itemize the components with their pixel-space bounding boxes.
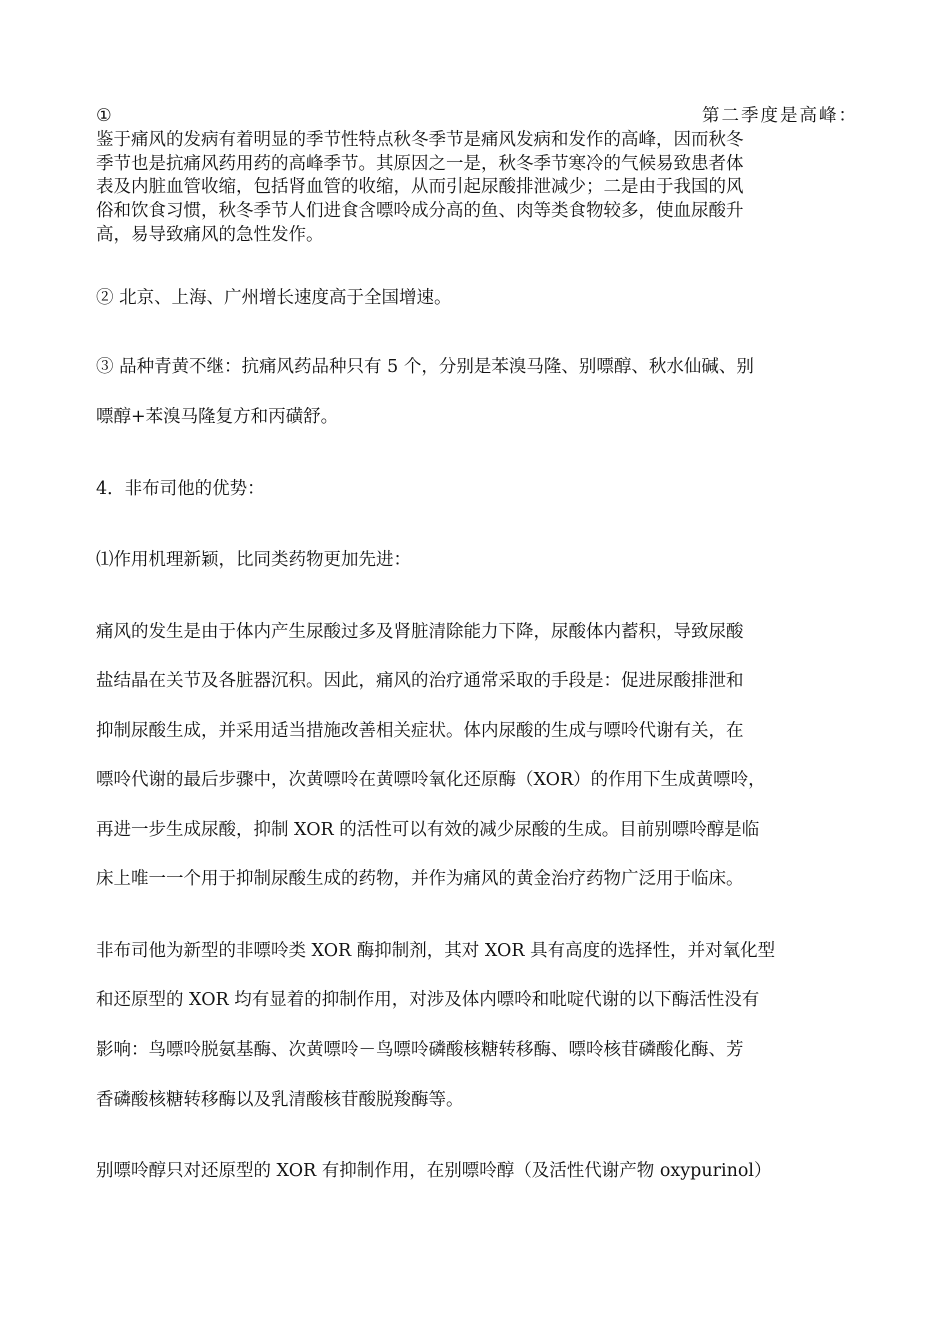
para2-line-4: 香磷酸核糖转移酶以及乳清酸核苷酸脱羧酶等。	[96, 1090, 464, 1110]
item3-line-1: ③ 品种青黄不继：抗痛风药品种只有 5 个，分别是苯溴马隆、别嘌醇、秋水仙碱、别	[96, 357, 754, 377]
item1-line-1: 鉴于痛风的发病有着明显的季节性特点秋冬季节是痛风发病和发作的高峰，因而秋冬	[96, 130, 744, 150]
item3-line-2: 嘌醇+苯溴马隆复方和丙磺舒。	[96, 407, 339, 427]
para1-line-2: 盐结晶在关节及各脏器沉积。因此，痛风的治疗通常采取的手段是：促进尿酸排泄和	[96, 671, 744, 691]
item1-line-2: 季节也是抗痛风药用药的高峰季节。其原因之一是，秋冬季节寒冷的气候易致患者体	[96, 154, 744, 174]
item1-line-3: 表及内脏血管收缩，包括肾血管的收缩，从而引起尿酸排泄减少；二是由于我国的风	[96, 177, 744, 197]
item1-first-line	[96, 104, 858, 128]
para1-line-5: 再进一步生成尿酸，抑制 XOR 的活性可以有效的减少尿酸的生成。目前别嘌呤醇是临	[96, 820, 760, 840]
para1-line-3: 抑制尿酸生成，并采用适当措施改善相关症状。体内尿酸的生成与嘌呤代谢有关，在	[96, 721, 744, 741]
item1-line-4: 俗和饮食习惯，秋冬季节人们进食含嘌呤成分高的鱼、肉等类食物较多，使血尿酸升	[96, 201, 744, 221]
para1-line-1: 痛风的发生是由于体内产生尿酸过多及肾脏清除能力下降，尿酸体内蓄积，导致尿酸	[96, 622, 744, 642]
sub1-heading: ⑴作用机理新颖，比同类药物更加先进：	[96, 550, 411, 570]
para1-line-6: 床上唯一一个用于抑制尿酸生成的药物，并作为痛风的黄金治疗药物广泛用于临床。	[96, 869, 744, 889]
item1-line-5: 高，易导致痛风的急性发作。	[96, 225, 324, 245]
para3-line-1: 别嘌呤醇只对还原型的 XOR 有抑制作用，在别嘌呤醇（及活性代谢产物 oxypurinol）	[96, 1161, 772, 1181]
para2-line-1: 非布司他为新型的非嘌呤类 XOR 酶抑制剂，其对 XOR 具有高度的选择性，并对氧化型	[96, 941, 776, 961]
item1-marker: ①	[96, 106, 112, 126]
para2-line-3: 影响：鸟嘌呤脱氨基酶、次黄嘌呤－鸟嘌呤磷酸核糖转移酶、嘌呤核苷磷酸化酶、芳	[96, 1040, 744, 1060]
item2-text: ② 北京、上海、广州增长速度高于全国增速。	[96, 288, 452, 308]
item1-right-text: 第二季度是高峰：	[702, 106, 858, 126]
para1-line-4: 嘌呤代谢的最后步骤中，次黄嘌呤在黄嘌呤氧化还原酶（XOR）的作用下生成黄嘌呤，	[96, 770, 766, 790]
para2-line-2: 和还原型的 XOR 均有显着的抑制作用，对涉及体内嘌呤和吡啶代谢的以下酶活性没有	[96, 990, 760, 1010]
section4-heading: 4．非布司他的优势：	[96, 479, 265, 499]
